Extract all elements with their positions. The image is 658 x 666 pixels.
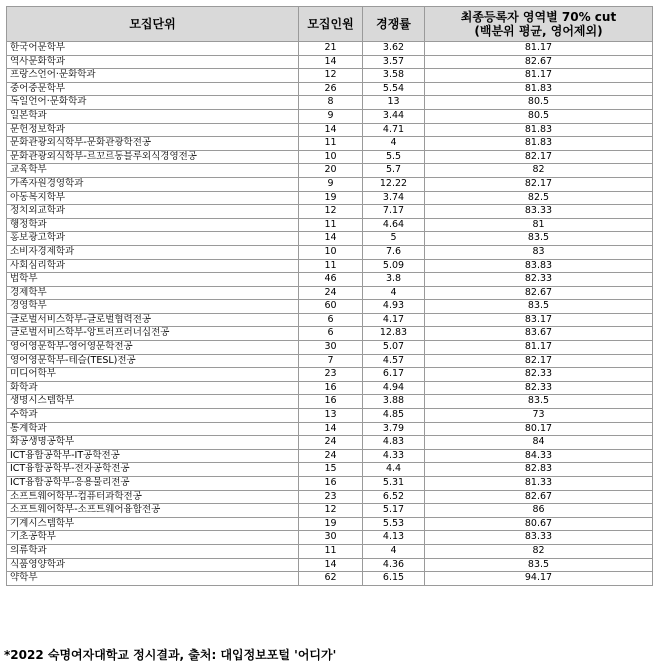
- unit-cell: 문헌정보학과: [7, 123, 299, 137]
- cut-cell: 82.33: [425, 381, 653, 395]
- cut-cell: 82.67: [425, 55, 653, 69]
- ratio-cell: 5: [363, 232, 425, 246]
- ratio-cell: 3.44: [363, 109, 425, 123]
- quota-cell: 30: [299, 341, 363, 355]
- table-row: [7, 436, 653, 450]
- quota-cell: 9: [299, 109, 363, 123]
- unit-cell: 중어중문학부: [7, 82, 299, 96]
- unit-cell: 소프트웨어학부-컴퓨터과학전공: [7, 490, 299, 504]
- quota-cell: 19: [299, 517, 363, 531]
- unit-cell: 일본학과: [7, 109, 299, 123]
- quota-cell: 16: [299, 477, 363, 491]
- cut-cell: 83.5: [425, 232, 653, 246]
- unit-cell: 교육학부: [7, 164, 299, 178]
- table-row: [7, 42, 653, 56]
- quota-cell: 21: [299, 42, 363, 56]
- table-row: [7, 409, 653, 423]
- unit-cell: 독일언어·문화학과: [7, 96, 299, 110]
- ratio-cell: 7.6: [363, 245, 425, 259]
- unit-cell: 법학부: [7, 273, 299, 287]
- table-row: [7, 218, 653, 232]
- ratio-cell: 4.17: [363, 313, 425, 327]
- table-row: [7, 191, 653, 205]
- quota-cell: 24: [299, 449, 363, 463]
- quota-cell: 15: [299, 463, 363, 477]
- unit-cell: 통계학과: [7, 422, 299, 436]
- unit-cell: 가족자원경영학과: [7, 177, 299, 191]
- quota-cell: 6: [299, 327, 363, 341]
- cut-cell: 81.17: [425, 69, 653, 83]
- table-row: [7, 123, 653, 137]
- cut-cell: 82: [425, 544, 653, 558]
- ratio-cell: 4.94: [363, 381, 425, 395]
- ratio-cell: 7.17: [363, 205, 425, 219]
- unit-cell: 아동복지학부: [7, 191, 299, 205]
- ratio-cell: 4.93: [363, 300, 425, 314]
- quota-cell: 16: [299, 395, 363, 409]
- unit-cell: 한국어문학부: [7, 42, 299, 56]
- unit-cell: 기초공학부: [7, 531, 299, 545]
- quota-cell: 13: [299, 409, 363, 423]
- cut-cell: 81.17: [425, 341, 653, 355]
- quota-cell: 62: [299, 572, 363, 586]
- cut-cell: 83.5: [425, 558, 653, 572]
- table-row: [7, 395, 653, 409]
- ratio-cell: 3.58: [363, 69, 425, 83]
- unit-cell: 역사문화학과: [7, 55, 299, 69]
- quota-cell: 11: [299, 137, 363, 151]
- unit-cell: 소프트웨어학부-소프트웨어융합전공: [7, 504, 299, 518]
- table-row: [7, 55, 653, 69]
- ratio-cell: 3.79: [363, 422, 425, 436]
- cut-cell: 83.5: [425, 300, 653, 314]
- cut-cell: 82.17: [425, 150, 653, 164]
- unit-cell: ICT융합공학부-응용물리전공: [7, 477, 299, 491]
- table-header: [7, 7, 653, 42]
- table-row: [7, 69, 653, 83]
- table-row: [7, 177, 653, 191]
- ratio-cell: 5.17: [363, 504, 425, 518]
- cut-cell: 83.33: [425, 531, 653, 545]
- cut-cell: 82.67: [425, 490, 653, 504]
- unit-cell: 문화관광외식학부-르꼬르동블루외식경영전공: [7, 150, 299, 164]
- cut-cell: 80.5: [425, 109, 653, 123]
- unit-cell: 문화관광외식학부-문화관광학전공: [7, 137, 299, 151]
- header-row: [7, 7, 653, 42]
- quota-cell: 20: [299, 164, 363, 178]
- quota-cell: 12: [299, 205, 363, 219]
- unit-cell: 경영학부: [7, 300, 299, 314]
- footnote: *2022 숙명여자대학교 정시결과, 출처: 대입정보포털 '어디가': [4, 648, 337, 662]
- quota-cell: 11: [299, 259, 363, 273]
- ratio-cell: 5.31: [363, 477, 425, 491]
- table-row: [7, 422, 653, 436]
- unit-cell: 기계시스템학부: [7, 517, 299, 531]
- ratio-cell: 4.36: [363, 558, 425, 572]
- cut-cell: 81.17: [425, 42, 653, 56]
- quota-cell: 16: [299, 381, 363, 395]
- cut-cell: 80.5: [425, 96, 653, 110]
- quota-cell: 14: [299, 55, 363, 69]
- ratio-cell: 4.71: [363, 123, 425, 137]
- table-row: [7, 477, 653, 491]
- cut-cell: 81.83: [425, 123, 653, 137]
- cut-cell: 82.33: [425, 273, 653, 287]
- header-quota: 모집인원: [299, 7, 363, 42]
- header-ratio: 경쟁률: [363, 7, 425, 42]
- table-row: [7, 449, 653, 463]
- table-body: [7, 42, 653, 586]
- quota-cell: 11: [299, 218, 363, 232]
- results-table-container: [6, 6, 652, 586]
- unit-cell: 글로벌서비스학부-앙트러프러너십전공: [7, 327, 299, 341]
- table-row: [7, 490, 653, 504]
- cut-cell: 82.67: [425, 286, 653, 300]
- unit-cell: 사회심리학과: [7, 259, 299, 273]
- unit-cell: 약학부: [7, 572, 299, 586]
- cut-cell: 82.33: [425, 368, 653, 382]
- header-cut: [425, 7, 653, 42]
- cut-cell: 83.17: [425, 313, 653, 327]
- ratio-cell: 6.52: [363, 490, 425, 504]
- ratio-cell: 6.17: [363, 368, 425, 382]
- table-row: [7, 109, 653, 123]
- quota-cell: 14: [299, 422, 363, 436]
- ratio-cell: 4.4: [363, 463, 425, 477]
- quota-cell: 12: [299, 504, 363, 518]
- ratio-cell: 5.09: [363, 259, 425, 273]
- header-cut-line1: 최종등록자 영역별 70% cut: [460, 10, 617, 24]
- ratio-cell: 5.7: [363, 164, 425, 178]
- ratio-cell: 4: [363, 137, 425, 151]
- ratio-cell: 4.33: [363, 449, 425, 463]
- cut-cell: 84: [425, 436, 653, 450]
- unit-cell: 생명시스템학부: [7, 395, 299, 409]
- cut-cell: 83.33: [425, 205, 653, 219]
- quota-cell: 8: [299, 96, 363, 110]
- table-row: [7, 572, 653, 586]
- quota-cell: 10: [299, 150, 363, 164]
- table-row: [7, 232, 653, 246]
- table-row: [7, 82, 653, 96]
- table-row: [7, 531, 653, 545]
- unit-cell: 미디어학부: [7, 368, 299, 382]
- ratio-cell: 4: [363, 544, 425, 558]
- unit-cell: ICT융합공학부-IT공학전공: [7, 449, 299, 463]
- cut-cell: 82: [425, 164, 653, 178]
- table-row: [7, 327, 653, 341]
- table-row: [7, 259, 653, 273]
- table-row: [7, 300, 653, 314]
- quota-cell: 7: [299, 354, 363, 368]
- cut-cell: 80.67: [425, 517, 653, 531]
- table-row: [7, 286, 653, 300]
- cut-cell: 81.83: [425, 137, 653, 151]
- cut-cell: 82.17: [425, 177, 653, 191]
- quota-cell: 14: [299, 232, 363, 246]
- quota-cell: 6: [299, 313, 363, 327]
- table-row: [7, 150, 653, 164]
- cut-cell: 73: [425, 409, 653, 423]
- unit-cell: 식품영양학과: [7, 558, 299, 572]
- cut-cell: 82.17: [425, 354, 653, 368]
- table-row: [7, 368, 653, 382]
- table-row: [7, 245, 653, 259]
- quota-cell: 19: [299, 191, 363, 205]
- quota-cell: 60: [299, 300, 363, 314]
- cut-cell: 82.83: [425, 463, 653, 477]
- unit-cell: 소비자경제학과: [7, 245, 299, 259]
- unit-cell: 글로벌서비스학부-글로벌협력전공: [7, 313, 299, 327]
- unit-cell: 화학과: [7, 381, 299, 395]
- ratio-cell: 5.54: [363, 82, 425, 96]
- unit-cell: 행정학과: [7, 218, 299, 232]
- ratio-cell: 3.8: [363, 273, 425, 287]
- unit-cell: 화공생명공학부: [7, 436, 299, 450]
- quota-cell: 23: [299, 368, 363, 382]
- ratio-cell: 3.57: [363, 55, 425, 69]
- ratio-cell: 4.57: [363, 354, 425, 368]
- cut-cell: 84.33: [425, 449, 653, 463]
- header-cut-line2: (백분위 평균, 영어제외): [474, 24, 603, 38]
- table-row: [7, 354, 653, 368]
- cut-cell: 83: [425, 245, 653, 259]
- ratio-cell: 5.5: [363, 150, 425, 164]
- cut-cell: 83.83: [425, 259, 653, 273]
- ratio-cell: 4.83: [363, 436, 425, 450]
- ratio-cell: 12.22: [363, 177, 425, 191]
- table-row: [7, 341, 653, 355]
- table-row: [7, 504, 653, 518]
- ratio-cell: 4.85: [363, 409, 425, 423]
- quota-cell: 24: [299, 436, 363, 450]
- unit-cell: 프랑스언어·문화학과: [7, 69, 299, 83]
- ratio-cell: 4.64: [363, 218, 425, 232]
- cut-cell: 81.33: [425, 477, 653, 491]
- ratio-cell: 4.13: [363, 531, 425, 545]
- ratio-cell: 12.83: [363, 327, 425, 341]
- table-row: [7, 137, 653, 151]
- unit-cell: 홍보광고학과: [7, 232, 299, 246]
- cut-cell: 86: [425, 504, 653, 518]
- ratio-cell: 3.62: [363, 42, 425, 56]
- unit-cell: 수학과: [7, 409, 299, 423]
- quota-cell: 14: [299, 558, 363, 572]
- table-row: [7, 517, 653, 531]
- ratio-cell: 3.88: [363, 395, 425, 409]
- unit-cell: 영어영문학부-영어영문학전공: [7, 341, 299, 355]
- cut-cell: 80.17: [425, 422, 653, 436]
- admission-results-table: [6, 6, 653, 586]
- cut-cell: 81: [425, 218, 653, 232]
- quota-cell: 12: [299, 69, 363, 83]
- quota-cell: 24: [299, 286, 363, 300]
- table-row: [7, 463, 653, 477]
- cut-cell: 94.17: [425, 572, 653, 586]
- table-row: [7, 313, 653, 327]
- unit-cell: ICT융합공학부-전자공학전공: [7, 463, 299, 477]
- ratio-cell: 5.07: [363, 341, 425, 355]
- ratio-cell: 5.53: [363, 517, 425, 531]
- ratio-cell: 6.15: [363, 572, 425, 586]
- ratio-cell: 13: [363, 96, 425, 110]
- table-row: [7, 273, 653, 287]
- quota-cell: 46: [299, 273, 363, 287]
- quota-cell: 23: [299, 490, 363, 504]
- quota-cell: 30: [299, 531, 363, 545]
- ratio-cell: 3.74: [363, 191, 425, 205]
- cut-cell: 81.83: [425, 82, 653, 96]
- table-row: [7, 381, 653, 395]
- unit-cell: 정치외교학과: [7, 205, 299, 219]
- unit-cell: 의류학과: [7, 544, 299, 558]
- ratio-cell: 4: [363, 286, 425, 300]
- header-unit: 모집단위: [7, 7, 299, 42]
- table-row: [7, 544, 653, 558]
- cut-cell: 82.5: [425, 191, 653, 205]
- quota-cell: 14: [299, 123, 363, 137]
- table-row: [7, 96, 653, 110]
- table-row: [7, 164, 653, 178]
- quota-cell: 10: [299, 245, 363, 259]
- table-row: [7, 558, 653, 572]
- unit-cell: 영어영문학부-테슬(TESL)전공: [7, 354, 299, 368]
- unit-cell: 경제학부: [7, 286, 299, 300]
- cut-cell: 83.67: [425, 327, 653, 341]
- table-row: [7, 205, 653, 219]
- quota-cell: 9: [299, 177, 363, 191]
- quota-cell: 26: [299, 82, 363, 96]
- quota-cell: 11: [299, 544, 363, 558]
- cut-cell: 83.5: [425, 395, 653, 409]
